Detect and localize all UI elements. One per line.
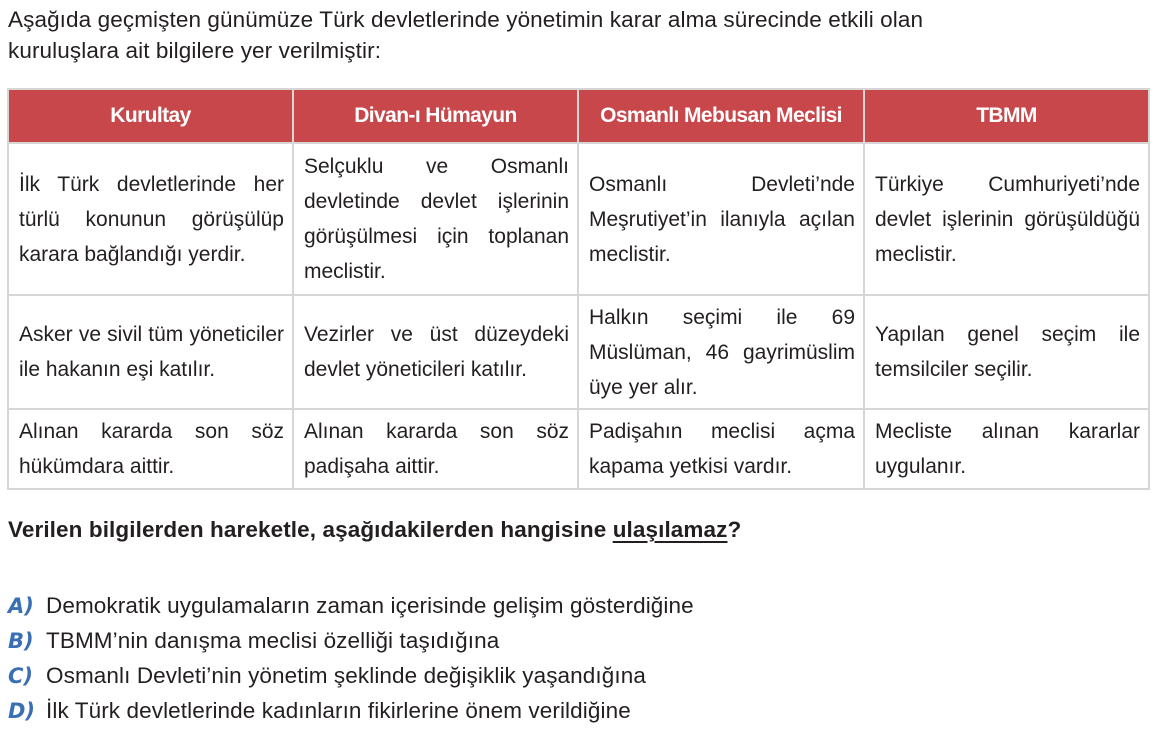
option-d-text: İlk Türk devletlerinde kadınların fikirlerine önem verildiğine	[46, 697, 631, 723]
table-cell: Osmanlı Devleti’nde Meşrutiyet’in ilanıyla açılan meclistir.	[578, 143, 864, 295]
table-cell: Yapılan genel seçim ile temsilciler seçilir.	[864, 295, 1149, 409]
question-after: ?	[727, 517, 742, 542]
table-cell: İlk Türk devletlerinde her türlü konunun görüşülüp karara bağlandığı yerdir.	[8, 143, 293, 295]
table-cell: Padişahın meclisi açma kapama yetkisi vardır.	[578, 409, 864, 489]
option-a-letter: A)	[8, 593, 34, 618]
comparison-table-wrapper	[7, 88, 1148, 490]
table-cell: Mecliste alınan kararlar uygulanır.	[864, 409, 1149, 489]
table-cell: Selçuklu ve Osmanlı devletinde devlet işlerinin görüşülmesi için toplanan meclistir.	[293, 143, 578, 295]
table-cell: Türkiye Cumhuriyeti’nde devlet işlerinin görüşüldüğü meclistir.	[864, 143, 1149, 295]
option-c-letter: C)	[8, 663, 34, 688]
intro-line-2: kuruluşlara ait bilgilere yer verilmiştir:	[8, 38, 382, 63]
header-tbmm: TBMM	[864, 89, 1149, 143]
option-b-letter: B)	[8, 628, 34, 653]
question-underlined: ulaşılamaz	[612, 517, 728, 542]
table-header-row	[8, 89, 1149, 143]
intro-line-1: Aşağıda geçmişten günümüze Türk devletlerinde yönetimin karar alma sürecinde etkili olan	[8, 7, 924, 32]
table-cell: Asker ve sivil tüm yöneticiler ile hakanın eşi katılır.	[8, 295, 293, 409]
table-cell: Alınan kararda son söz hükümdara aittir.	[8, 409, 293, 489]
option-d-letter: D)	[8, 698, 36, 723]
table-row	[8, 143, 1149, 295]
table-cell: Alınan kararda son söz padişaha aittir.	[293, 409, 578, 489]
table-cell: Vezirler ve üst düzeydeki devlet yöneticileri katılır.	[293, 295, 578, 409]
header-mebusan: Osmanlı Mebusan Meclisi	[578, 89, 864, 143]
answer-options	[8, 588, 694, 728]
option-b-text: TBMM’nin danışma meclisi özelliği taşıdığına	[46, 627, 500, 653]
table-cell: Halkın seçimi ile 69 Müslüman, 46 gayrimüslim üye yer alır.	[578, 295, 864, 409]
option-c-text: Osmanlı Devleti’nin yönetim şeklinde değişiklik yaşandığına	[46, 662, 646, 688]
table-row	[8, 295, 1149, 409]
header-divan: Divan-ı Hümayun	[293, 89, 578, 143]
option-c[interactable]	[8, 658, 694, 693]
option-a[interactable]	[8, 588, 694, 623]
header-kurultay: Kurultay	[8, 89, 293, 143]
table-row	[8, 409, 1149, 489]
option-a-text: Demokratik uygulamaların zaman içerisinde gelişim gösterdiğine	[46, 592, 694, 618]
question-text	[8, 517, 741, 543]
option-d[interactable]	[8, 693, 694, 728]
comparison-table	[7, 88, 1150, 490]
question-before: Verilen bilgilerden hareketle, aşağıdakilerden hangisine	[8, 517, 613, 542]
option-b[interactable]	[8, 623, 694, 658]
intro-text	[8, 4, 1148, 66]
